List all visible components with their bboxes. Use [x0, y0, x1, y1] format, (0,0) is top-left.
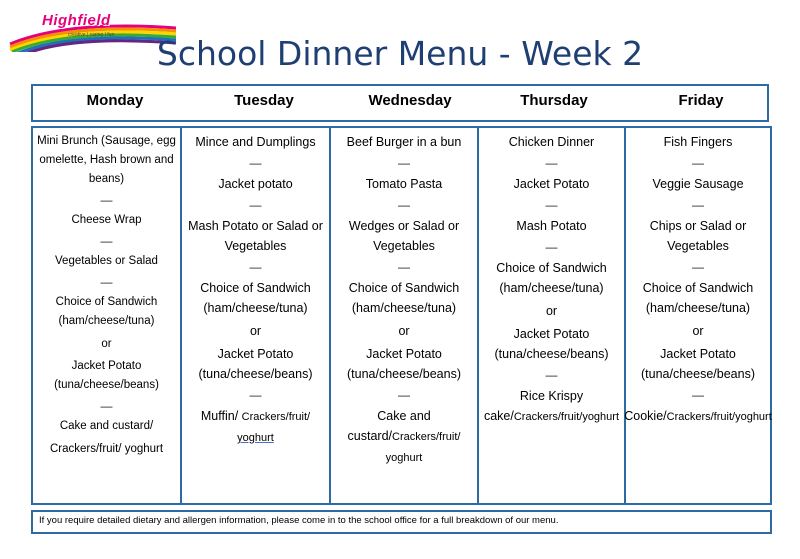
menu-item: Choice of Sandwich (ham/cheese/tuna) [55, 296, 158, 327]
dessert-main: Muffin/ [200, 409, 242, 423]
menu-item [197, 406, 314, 448]
separator: — [398, 260, 410, 274]
separator: — [100, 399, 113, 413]
separator: — [249, 260, 262, 274]
menu-item: Cheese Wrap [71, 214, 142, 226]
separator: — [100, 275, 113, 289]
menu-item: Veggie Sausage [652, 177, 744, 191]
or-label: or [398, 324, 410, 338]
dessert-alt: Crackers/fruit/yoghurt [513, 411, 620, 423]
separator: — [692, 198, 704, 212]
menu-item: Tomato Pasta [365, 177, 443, 191]
day-header-wednesday: Wednesday [368, 92, 452, 109]
menu-item: Crackers/fruit/ yoghurt [49, 443, 164, 455]
separator: — [398, 388, 410, 402]
dessert-alt: Crackers/fruit/ [241, 411, 311, 423]
menu-item: Choice of Sandwich (ham/cheese/tuna) [496, 261, 607, 295]
menu-item [620, 406, 776, 427]
menu-item: Jacket Potato (tuna/cheese/beans) [54, 360, 159, 391]
menu-item [331, 406, 477, 468]
menu-item: Vegetables or Salad [55, 255, 158, 267]
separator: — [249, 156, 262, 170]
day-header-tuesday: Tuesday [234, 92, 294, 109]
menu-column-wednesday [331, 128, 479, 503]
separator: — [692, 156, 704, 170]
logo-tagline: creative | caring | fun [68, 32, 115, 38]
dessert-alt: Crackers/fruit/ yoghurt [385, 431, 461, 464]
dessert-main: Cookie/ [624, 409, 667, 423]
menu-item: Mash Potato or Salad or Vegetables [188, 219, 323, 253]
separator: — [100, 234, 113, 248]
separator: — [545, 198, 558, 212]
dessert-alt-cont: yoghurt [237, 432, 274, 444]
day-header-monday: Monday [86, 92, 144, 109]
separator: — [100, 193, 113, 207]
day-header-friday: Friday [678, 92, 724, 109]
menu-item: Jacket Potato (tuna/cheese/beans) [198, 347, 313, 381]
dessert-main: Rice Krispy cake/ [483, 389, 584, 423]
menu-item: Choice of Sandwich (ham/cheese/tuna) [200, 281, 311, 315]
or-label: or [101, 338, 112, 350]
menu-item: Beef Burger in a bun [346, 135, 462, 149]
or-label: or [692, 324, 704, 338]
menu-item [479, 386, 624, 427]
menu-column-tuesday [182, 128, 331, 503]
separator: — [692, 388, 704, 402]
menu-item: Choice of Sandwich (ham/cheese/tuna) [348, 281, 460, 315]
or-label: or [249, 324, 262, 338]
or-label: or [545, 304, 558, 318]
menu-grid [31, 126, 772, 505]
menu-item: Mini Brunch (Sausage, egg omelette, Hash brown and beans) [37, 135, 176, 185]
menu-item: Jacket Potato (tuna/cheese/beans) [641, 347, 755, 381]
page-title: School Dinner Menu - Week 2 [156, 34, 644, 73]
separator: — [249, 198, 262, 212]
menu-item: Jacket Potato [513, 177, 590, 191]
menu-item: Jacket Potato (tuna/cheese/beans) [347, 347, 461, 381]
dessert-main: Cake and custard/ [347, 409, 431, 443]
menu-column-thursday [479, 128, 626, 503]
allergen-notice: If you require detailed dietary and allergen information, please come in to the school office for a full breakdown of our menu. [31, 510, 772, 534]
separator: — [692, 260, 704, 274]
separator: — [398, 198, 410, 212]
separator: — [398, 156, 410, 170]
day-header-thursday: Thursday [520, 92, 588, 109]
separator: — [545, 156, 558, 170]
menu-item: Choice of Sandwich (ham/cheese/tuna) [642, 281, 754, 315]
menu-item: Jacket Potato (tuna/cheese/beans) [494, 327, 609, 361]
separator: — [545, 368, 558, 382]
separator: — [249, 388, 262, 402]
menu-item: Chips or Salad or Vegetables [649, 219, 747, 253]
menu-item: Cake and custard/ [59, 420, 154, 432]
menu-column-monday [33, 128, 182, 503]
menu-item: Chicken Dinner [508, 135, 595, 149]
menu-item: Mince and Dumplings [195, 135, 316, 149]
menu-item: Fish Fingers [663, 135, 733, 149]
menu-column-friday [626, 128, 770, 503]
menu-item: Mash Potato [516, 219, 587, 233]
menu-item: Jacket potato [218, 177, 293, 191]
logo-name: Highfield [42, 12, 111, 29]
day-header-row [31, 84, 769, 122]
separator: — [545, 240, 558, 254]
dessert-alt: Crackers/fruit/yoghurt [666, 411, 772, 423]
menu-item: Wedges or Salad or Vegetables [348, 219, 460, 253]
